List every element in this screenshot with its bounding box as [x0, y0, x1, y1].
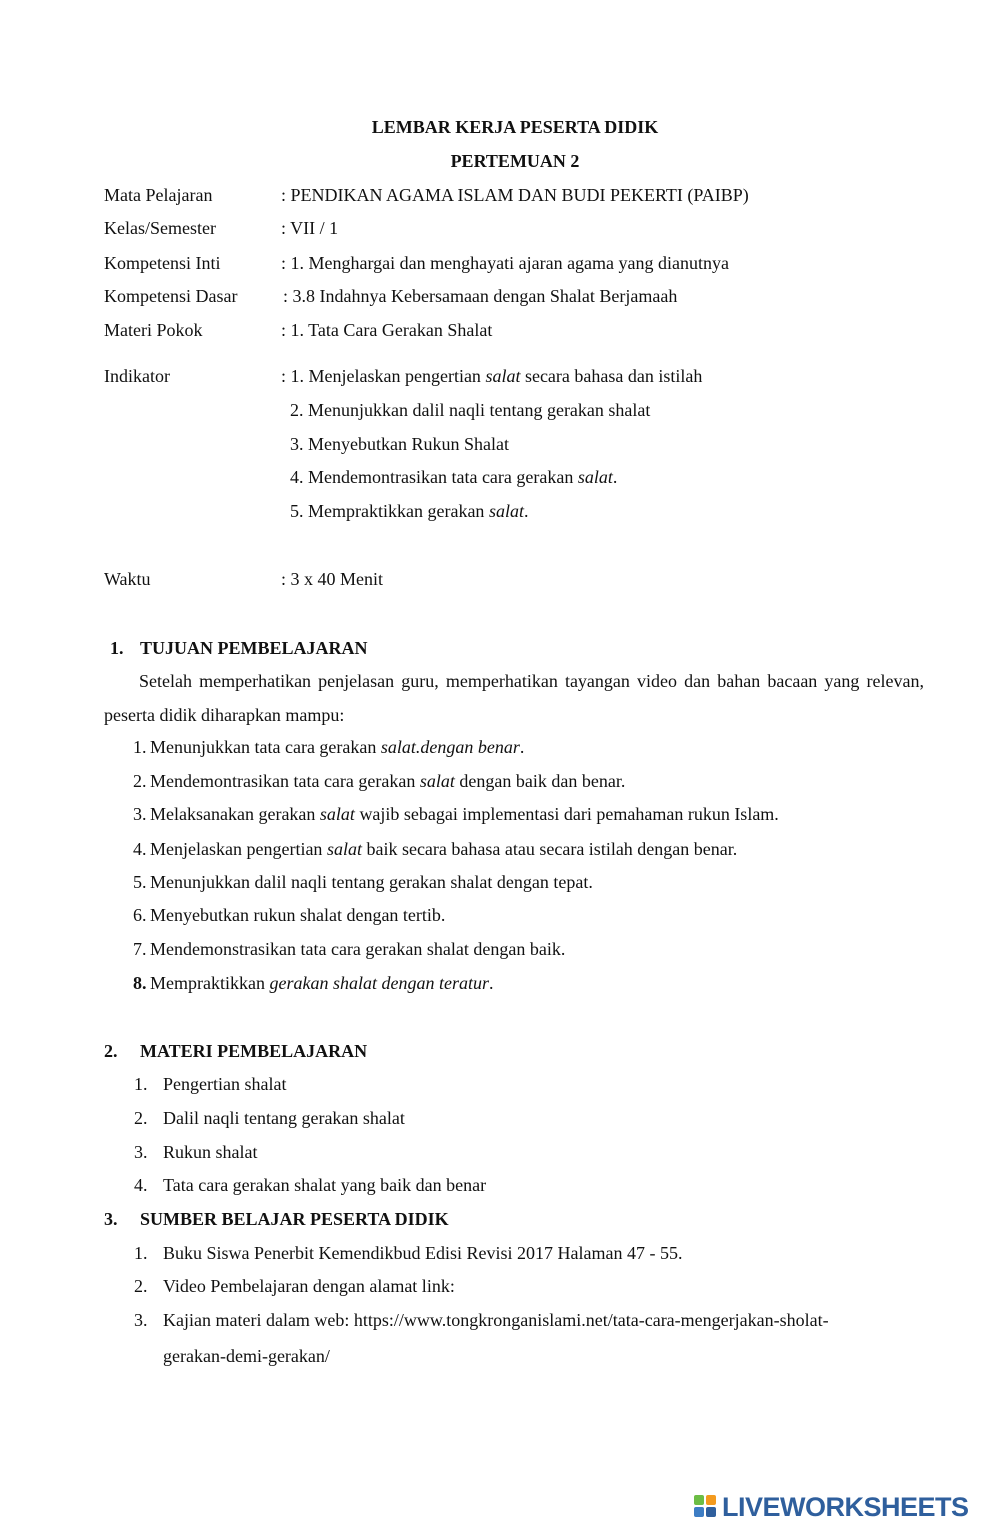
tujuan-item-6: Menyebutkan rukun shalat dengan tertib. [150, 905, 446, 925]
waktu-label: Waktu [104, 569, 151, 589]
sumber-item-3-continued: gerakan-demi-gerakan/ [163, 1346, 330, 1366]
kd-label: Kompetensi Dasar [104, 286, 238, 306]
section-3-heading: SUMBER BELAJAR PESERTA DIDIK [140, 1209, 449, 1229]
tujuan-num-7: 7. [133, 939, 147, 959]
tujuan-item-1: Menunjukkan tata cara gerakan salat.dengan benar. [150, 737, 525, 757]
ki-value: : 1. Menghargai dan menghayati ajaran agama yang dianutnya [281, 253, 730, 273]
waktu-value: : 3 x 40 Menit [281, 569, 383, 589]
ki-label: Kompetensi Inti [104, 253, 221, 273]
sumber-item-3: Kajian materi dalam web: https://www.tongkronganislami.net/tata-cara-mengerjakan-sholat- [163, 1310, 829, 1330]
tujuan-item-2: Mendemontrasikan tata cara gerakan salat dengan baik dan benar. [150, 771, 626, 791]
page-title: LEMBAR KERJA PESERTA DIDIK [371, 117, 659, 137]
sumber-num-2: 2. [134, 1276, 148, 1296]
liveworksheets-logo [694, 1490, 994, 1524]
tujuan-num-4: 4. [133, 839, 147, 859]
materi-value: : 1. Tata Cara Gerakan Shalat [281, 320, 493, 340]
tujuan-num-2: 2. [133, 771, 147, 791]
tujuan-item-3: Melaksanakan gerakan salat wajib sebagai implementasi dari pemahaman rukun Islam. [150, 804, 779, 824]
tujuan-item-8: Mempraktikkan gerakan shalat dengan teratur. [150, 973, 494, 993]
section-1-number: 1. [110, 638, 124, 658]
materi-num-3: 3. [134, 1142, 148, 1162]
indikator-item-3: 3. Menyebutkan Rukun Shalat [290, 434, 509, 454]
materi-num-4: 4. [134, 1175, 148, 1195]
indikator-label: Indikator [104, 366, 170, 386]
subject-label: Mata Pelajaran [104, 185, 213, 205]
materi-item-3: Rukun shalat [163, 1142, 258, 1162]
tujuan-num-5: 5. [133, 872, 147, 892]
indikator-item-4: 4. Mendemontrasikan tata cara gerakan salat. [290, 467, 618, 487]
materi-num-2: 2. [134, 1108, 148, 1128]
indikator-item-1: : 1. Menjelaskan pengertian salat secara bahasa dan istilah [281, 366, 703, 386]
liveworksheets-brand: LIVEWORKSHEETS [722, 1491, 969, 1522]
section-2-number: 2. [104, 1041, 118, 1061]
tujuan-num-8: 8. [133, 973, 147, 993]
indikator-item-5: 5. Mempraktikkan gerakan salat. [290, 501, 529, 521]
sumber-num-3: 3. [134, 1310, 148, 1330]
tujuan-num-3: 3. [133, 804, 147, 824]
materi-item-4: Tata cara gerakan shalat yang baik dan benar [163, 1175, 487, 1195]
tujuan-num-1: 1. [133, 737, 147, 757]
page-subtitle: PERTEMUAN 2 [450, 151, 580, 171]
materi-num-1: 1. [134, 1074, 148, 1094]
materi-label: Materi Pokok [104, 320, 203, 340]
sumber-item-1: Buku Siswa Penerbit Kemendikbud Edisi Revisi 2017 Halaman 47 - 55. [163, 1243, 683, 1263]
materi-item-1: Pengertian shalat [163, 1074, 287, 1094]
class-label: Kelas/Semester [104, 218, 216, 238]
section-2-heading: MATERI PEMBELAJARAN [140, 1041, 368, 1061]
subject-value: : PENDIKAN AGAMA ISLAM DAN BUDI PEKERTI (PAIBP) [281, 185, 749, 205]
kd-value: : 3.8 Indahnya Kebersamaan dengan Shalat Berjamaah [283, 286, 678, 306]
class-value: : VII / 1 [281, 218, 339, 238]
materi-item-2: Dalil naqli tentang gerakan shalat [163, 1108, 405, 1128]
tujuan-item-5: Menunjukkan dalil naqli tentang gerakan shalat dengan tepat. [150, 872, 593, 892]
indikator-item-2: 2. Menunjukkan dalil naqli tentang gerakan shalat [290, 400, 651, 420]
liveworksheets-mark-icon [694, 1495, 720, 1519]
tujuan-intro: Setelah memperhatikan penjelasan guru, memperhatikan tayangan video dan bahan bacaan yang relevan, peserta didik diharapkan mampu: [104, 671, 924, 725]
section-3-number: 3. [104, 1209, 118, 1229]
sumber-item-2: Video Pembelajaran dengan alamat link: [163, 1276, 455, 1296]
tujuan-item-4: Menjelaskan pengertian salat baik secara bahasa atau secara istilah dengan benar. [150, 839, 738, 859]
tujuan-num-6: 6. [133, 905, 147, 925]
sumber-num-1: 1. [134, 1243, 148, 1263]
section-1-heading: TUJUAN PEMBELAJARAN [140, 638, 368, 658]
tujuan-item-7: Mendemonstrasikan tata cara gerakan shalat dengan baik. [150, 939, 566, 959]
